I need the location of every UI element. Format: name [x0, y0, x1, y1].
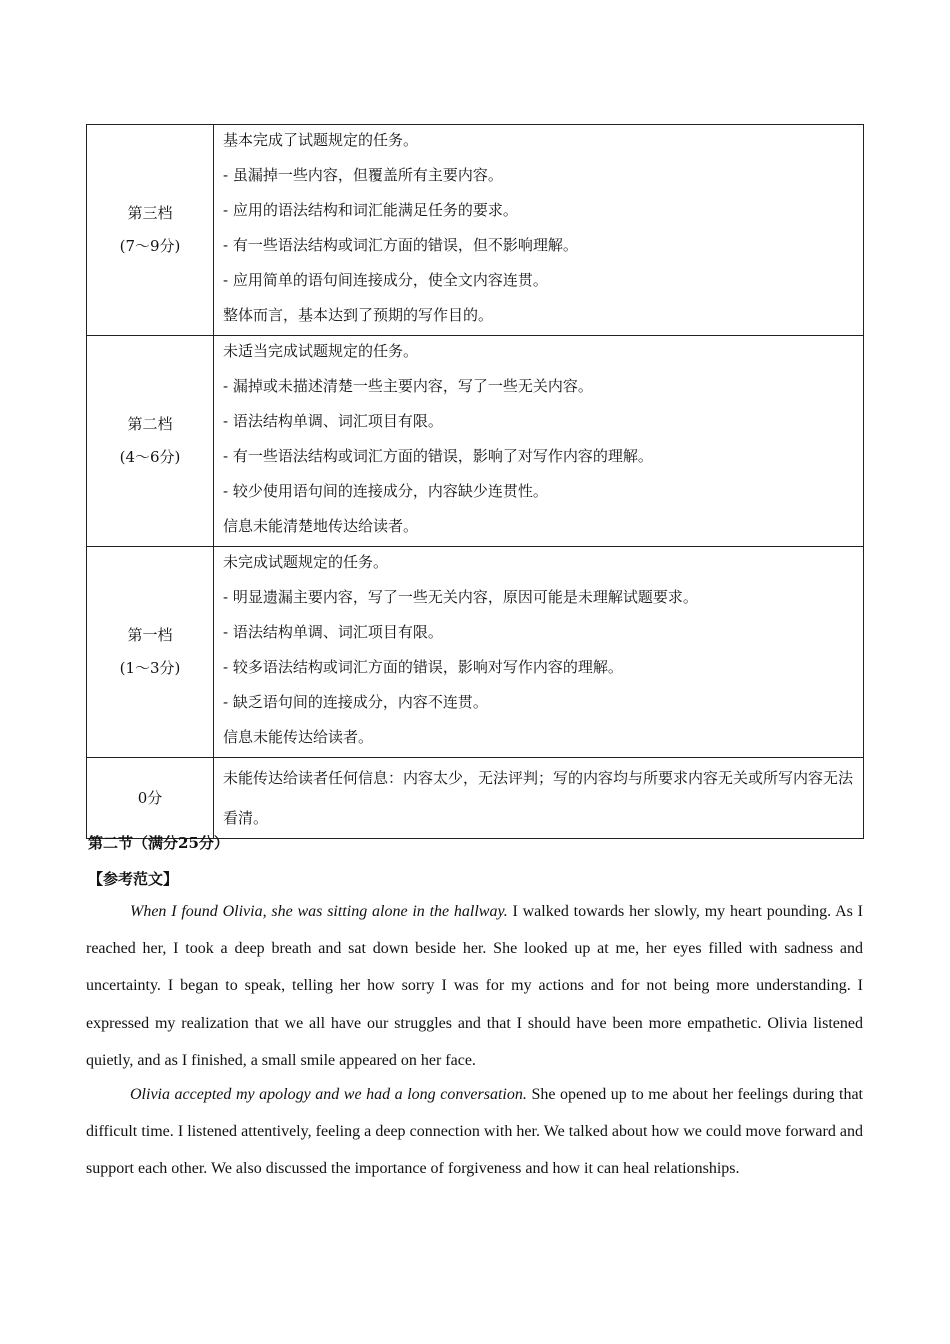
scoring-rubric-table	[86, 124, 864, 839]
criteria-line: - 缺乏语句间的连接成分，内容不连贯。	[223, 693, 488, 711]
criteria-line: - 语法结构单调、词汇项目有限。	[223, 623, 443, 641]
essay-paragraph	[86, 1076, 863, 1188]
criteria-line: - 应用的语法结构和词汇能满足任务的要求。	[223, 201, 518, 219]
section-title: 第二节（满分25分）	[88, 834, 229, 852]
paragraph-lead-sentence: When I found Olivia, she was sitting alone in the hallway.	[130, 903, 508, 920]
criteria-line: 整体而言，基本达到了预期的写作目的。	[223, 306, 494, 324]
grade-cell	[87, 125, 214, 336]
rubric-row-grade-0	[87, 758, 864, 839]
grade-cell: 0分	[87, 758, 214, 839]
criteria-line: - 漏掉或未描述清楚一些主要内容，写了一些无关内容。	[223, 377, 593, 395]
reference-essay	[86, 893, 863, 1188]
criteria-line: - 较少使用语句间的连接成分，内容缺少连贯性。	[223, 482, 548, 500]
grade-name: 第二档	[127, 415, 173, 433]
grade-range: (7～9分)	[119, 237, 181, 255]
criteria-cell	[214, 547, 864, 758]
criteria-cell	[214, 125, 864, 336]
criteria-line: 未完成试题规定的任务。	[223, 553, 389, 571]
criteria-line: - 语法结构单调、词汇项目有限。	[223, 412, 443, 430]
criteria-line: - 有一些语法结构或词汇方面的错误，但不影响理解。	[223, 236, 578, 254]
criteria-line: 信息未能传达给读者。	[223, 728, 374, 746]
rubric-row-grade-2	[87, 336, 864, 547]
paragraph-lead-sentence: Olivia accepted my apology and we had a long conversation.	[130, 1086, 527, 1104]
paragraph-body: I walked towards her slowly, my heart pounding. As I reached her, I took a deep breath and sat down beside her. She looked up at me, her eyes filled with sadness and uncertainty. I began to speak, telling her how sorry I was for my actions and for not being more understanding. I expressed my realization that we all have our struggles and that I should have been more empathetic. Olivia listened quietly, and as I finished, a small smile appeared on her face.	[86, 903, 864, 1069]
paragraph-body: She opened up to me about her feelings during that difficult time. I listened attentively, feeling a deep connection with her. We talked about how we could move forward and support each other. We also discussed the importance of forgiveness and how it can heal relationships.	[86, 1086, 863, 1178]
criteria-cell: 未能传达给读者任何信息：内容太少，无法评判；写的内容均与所要求内容无关或所写内容无法看清。	[214, 758, 864, 839]
criteria-cell	[214, 336, 864, 547]
criteria-line: 未适当完成试题规定的任务。	[223, 342, 419, 360]
grade-range: (4～6分)	[119, 448, 181, 466]
criteria-line: 基本完成了试题规定的任务。	[223, 131, 419, 149]
criteria-line: - 有一些语法结构或词汇方面的错误，影响了对写作内容的理解。	[223, 447, 653, 465]
grade-name: 第三档	[127, 204, 173, 222]
criteria-line: - 虽漏掉一些内容，但覆盖所有主要内容。	[223, 166, 503, 184]
grade-name: 第一档	[127, 626, 173, 644]
criteria-line: - 应用简单的语句间连接成分，使全文内容连贯。	[223, 271, 548, 289]
criteria-line: - 明显遗漏主要内容，写了一些无关内容，原因可能是未理解试题要求。	[223, 588, 698, 606]
essay-paragraph	[86, 893, 863, 1079]
reference-essay-label: 【参考范文】	[88, 870, 179, 888]
rubric-row-grade-3	[87, 125, 864, 336]
grade-cell	[87, 336, 214, 547]
criteria-line: - 较多语法结构或词汇方面的错误，影响对写作内容的理解。	[223, 658, 623, 676]
grade-cell	[87, 547, 214, 758]
rubric-row-grade-1	[87, 547, 864, 758]
criteria-line: 信息未能清楚地传达给读者。	[223, 517, 419, 535]
grade-range: (1～3分)	[119, 659, 181, 677]
